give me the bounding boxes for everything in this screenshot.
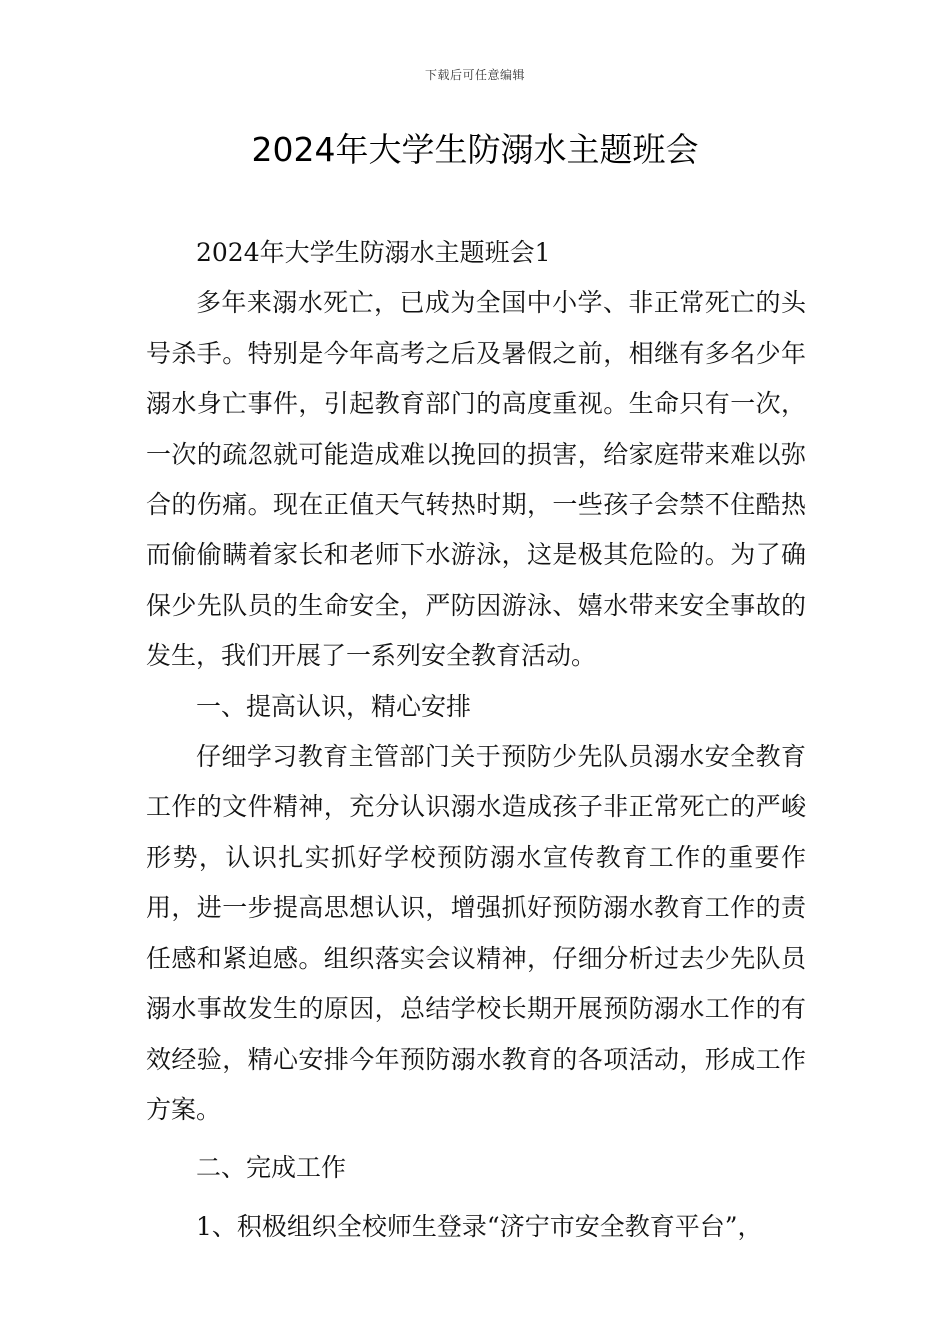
intro-paragraph: 多年来溺水死亡，已成为全国中小学、非正常死亡的头号杀手。特别是今年高考之后及暑假之前，相继有多名少年溺水身亡事件，引起教育部门的高度重视。生命只有一次，一次的疏忽就可能造成难以挽回的损害，给家庭带来难以弥合的伤痛。现在正值天气转热时期，一些孩子会禁不住酷热而偷偷瞒着家长和老师下水游泳，这是极其危险的。为了确保少先队员的生命安全，严防因游泳、嬉水带来安全事故的发生，我们开展了一系列安全教育活动。 [146, 288, 806, 671]
section-2-item-1: 1、积极组织全校师生登录“济宁市安全教育平台”， [196, 1211, 763, 1241]
section-1-paragraph: 仔细学习教育主管部门关于预防少先队员溺水安全教育工作的文件精神，充分认识溺水造成孩子非正常死亡的严峻形势，认识扎实抓好学校预防溺水宣传教育工作的重要作用，进一步提高思想认识，增强抓好预防溺水教育工作的责任感和紧迫感。组织落实会议精神，仔细分析过去少先队员溺水事故发生的原因，总结学校长期开展预防溺水工作的有效经验，精心安排今年预防溺水教育的各项活动，形成工作方案。 [146, 742, 806, 1124]
document-title: 2024年大学生防溺水主题班会 [251, 130, 699, 169]
download-note: 下载后可任意编辑 [424, 68, 525, 82]
section-heading-1: 一、提高认识，精心安排 [196, 691, 472, 721]
subtitle-paragraph: 2024年大学生防溺水主题班会1 [196, 238, 551, 267]
section-heading-2: 二、完成工作 [196, 1153, 347, 1183]
document-body [146, 228, 806, 1252]
